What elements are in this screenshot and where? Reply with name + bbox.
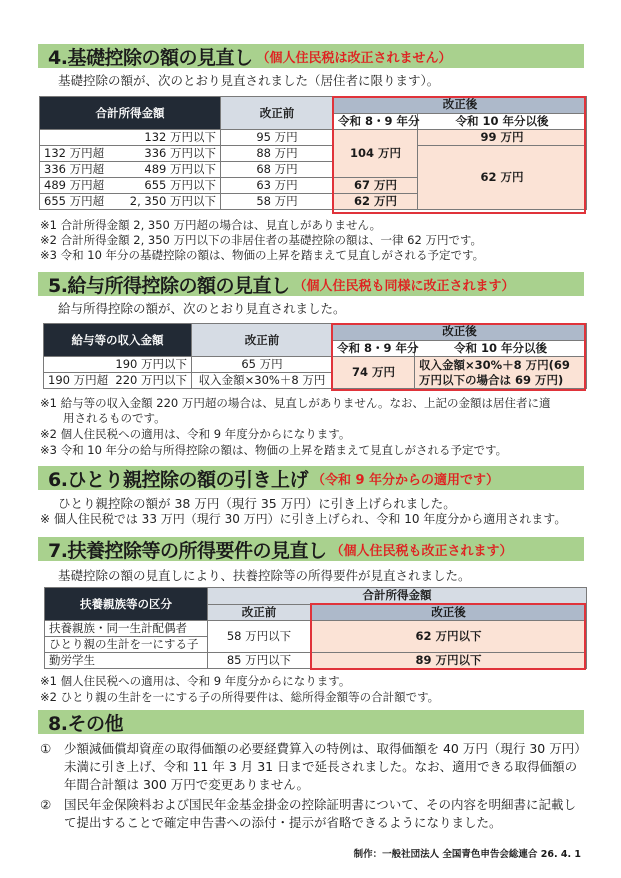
list-item [40,796,588,832]
income-from: 655 万円超 [40,194,106,210]
header-after-r10: 令和 10 年分以後 [418,113,587,130]
after-r10-value: 収入金額×30%＋8 万円(69 万円以下の場合は 69 万円) [415,357,587,389]
table-row [40,146,587,162]
item-text: 少額減価償却資産の取得価額の必要経費算入の特例は、取得価額を 40 万円（現行 30 万円）未満に引き上げ、令和 11 年 3 月 31 日まで延長されました。なお、適用できる取得価額の年間合計額は 300 万円で変更ありません。 [64,741,587,792]
before-value: 88 万円 [221,146,334,162]
section-4-footnote: ※2 合計所得金額 2, 350 万円以下の非居住者の基礎控除の額は、一律 62 万円です。 [40,233,483,247]
header-after-r89: 令和 8・9 年分 [334,113,418,130]
section-7-footnote: ※1 個人住民税への適用は、令和 9 年度分からになります。 [40,674,351,688]
header-before: 改正前 [221,97,334,130]
section-7-header [38,537,584,561]
section-4-footnote: ※1 合計所得金額 2, 350 万円超の場合は、見直しがありません。 [40,218,382,232]
header-after: 改正後 [311,604,587,621]
after-r89-value: 104 万円 [334,130,418,178]
category-label: 扶養親族・同一生計配偶者 [45,621,208,637]
section-4-lead: 基礎控除の額が、次のとおり見直されました（居住者に限ります）。 [58,73,440,88]
section-6-footnote: ※ 個人住民税では 33 万円（現行 30 万円）に引き上げられ、令和 10 年度分から適用されます。 [40,512,567,526]
category-label: ひとり親の生計を一にする子 [45,637,208,653]
header-income: 合計所得金額 [40,97,221,130]
section-7-lead: 基礎控除の額の見直しにより、扶養控除等の所得要件が見直されました。 [58,568,471,583]
income-from [44,357,104,373]
before-value: 95 万円 [221,130,334,146]
salary-deduction-table [43,323,587,389]
header-after: 改正後 [334,97,587,114]
after-r89-value: 62 万円 [334,194,418,210]
income-from: 336 万円超 [40,162,106,178]
before-value: 収入金額×30%＋8 万円 [192,373,333,389]
header-income: 給与等の収入金額 [44,324,192,357]
section-6-title: 6.ひとり親控除の額の引き上げ [48,468,308,491]
income-from: 190 万円超 [44,373,104,389]
section-5-footnote: ※3 令和 10 年分の給与所得控除の額は、物価の上昇を踏まえて見直しがされる予定です。 [40,443,508,457]
after-r89-value: 67 万円 [334,178,418,194]
after-r89-value: 74 万円 [333,357,415,389]
header-income: 合計所得金額 [208,588,587,605]
section-5-title: 5.給与所得控除の額の見直し [48,274,290,297]
header-after-r10: 令和 10 年分以後 [415,340,587,357]
header-before: 改正前 [192,324,333,357]
section-5-footnote: ※1 給与等の収入金額 220 万円超の場合は、見直しがありません。なお、上記の金額は居住者に適 [40,396,551,410]
item-text: 国民年金保険料および国民年金基金掛金の控除証明書について、その内容を明細書に記載して提出することで確定申告書への添付・提示が省略できるようになりました。 [64,797,577,830]
before-value: 58 万円以下 [208,621,311,653]
after-value: 89 万円以下 [311,653,587,669]
table-row [40,130,587,146]
section-5-header [38,272,584,296]
before-value: 65 万円 [192,357,333,373]
section-4-footnote: ※3 令和 10 年分の基礎控除の額は、物価の上昇を踏まえて見直しがされる予定です。 [40,248,485,262]
table-row [45,621,587,637]
after-r10-value: 62 万円 [418,146,587,210]
category-label: 勤労学生 [45,653,208,669]
section-5-footnote: 用されるものです。 [63,411,166,425]
list-item [40,740,588,794]
item-marker: ① [40,741,52,756]
header-after-r89: 令和 8・9 年分 [333,340,415,357]
header-before: 改正前 [208,604,311,621]
after-value: 62 万円以下 [311,621,587,653]
section-8-title: 8.その他 [48,712,123,735]
header-category: 扶養親族等の区分 [45,588,208,621]
income-to: 336 万円以下 [106,146,221,162]
income-to: 2, 350 万円以下 [106,194,221,210]
header-after: 改正後 [333,324,587,341]
table-row [45,653,587,669]
section-6-header [38,466,584,490]
section-6-note: （令和 9 年分からの適用です） [311,472,500,488]
section-4-title: 4.基礎控除の額の見直し [48,46,253,69]
section-7-note: （個人住民税も改正されます） [330,543,513,559]
income-to: 655 万円以下 [106,178,221,194]
income-to: 489 万円以下 [106,162,221,178]
section-6-lead: ひとり親控除の額が 38 万円（現行 35 万円）に引き上げられました。 [58,496,456,511]
section-4-header [38,44,584,68]
table-row [44,357,587,373]
income-to: 220 万円以下 [104,373,192,389]
dependent-requirements-table [44,587,587,669]
income-from: 489 万円超 [40,178,106,194]
section-7-title: 7.扶養控除等の所得要件の見直し [48,539,327,562]
before-value: 58 万円 [221,194,334,210]
before-value: 68 万円 [221,162,334,178]
item-marker: ② [40,797,52,812]
section-4-note: （個人住民税は改正されません） [256,50,452,66]
after-r10-value: 99 万円 [418,130,587,146]
section-5-footnote: ※2 個人住民税への適用は、令和 9 年度分からになります。 [40,427,351,441]
before-value: 85 万円以下 [208,653,311,669]
section-5-note: （個人住民税も同様に改正されます） [293,278,515,294]
section-5-lead: 給与所得控除の額が、次のとおり見直されました。 [58,301,346,316]
before-value: 63 万円 [221,178,334,194]
income-to: 190 万円以下 [104,357,192,373]
basic-deduction-table [39,96,587,210]
section-7-footnote: ※2 ひとり親の生計を一にする子の所得要件は、総所得金額等の合計額です。 [40,690,440,704]
section-8-header [38,710,584,734]
income-from [40,130,106,146]
income-to: 132 万円以下 [106,130,221,146]
credit-footer: 制作：一般社団法人 全国青色申告会総連合 26. 4. 1 [353,849,581,860]
income-from: 132 万円超 [40,146,106,162]
